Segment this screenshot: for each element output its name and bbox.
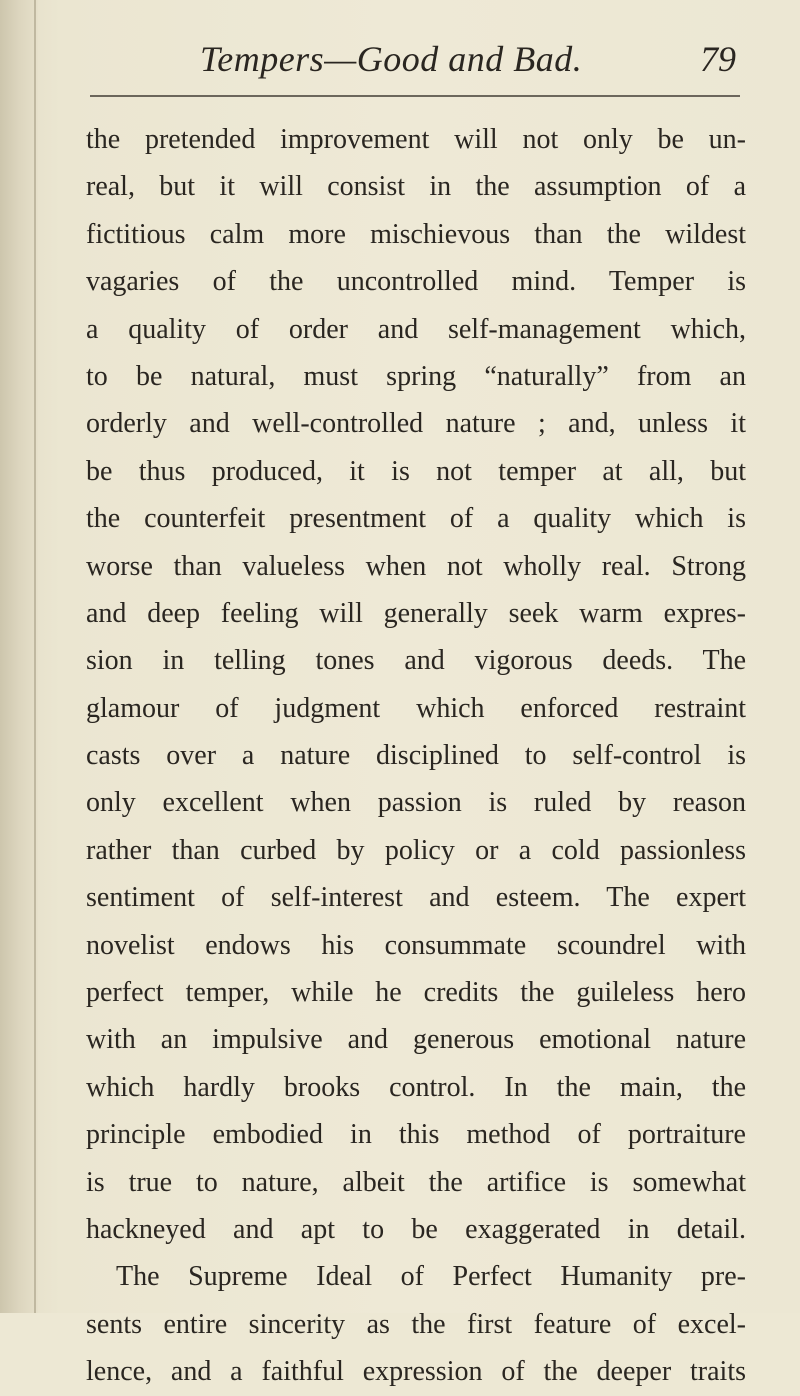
text-line: the pretended improvement will not only be un- <box>86 124 746 155</box>
text-line: and deep feeling will generally seek warm expres- <box>86 597 746 629</box>
text-line: vagaries of the uncontrolled mind. Temper is <box>86 266 746 298</box>
text-line: a quality of order and self-management which, <box>86 313 746 345</box>
text-line: to be natural, must spring “naturally” from an <box>86 360 746 392</box>
text-line: fictitious calm more mischievous than the wildest <box>86 218 746 250</box>
text-line: glamour of judgment which enforced restraint <box>86 692 746 724</box>
text-line: the counterfeit presentment of a quality which is <box>86 503 746 535</box>
text-line: be thus produced, it is not temper at all, but <box>86 455 746 487</box>
text-line: perfect temper, while he credits the guileless hero <box>86 977 746 1009</box>
text-line: sentiment of self-interest and esteem. The expert <box>86 882 746 914</box>
text-line: sion in telling tones and vigorous deeds. The <box>86 645 746 677</box>
paragraph-start-line: The Supreme Ideal of Perfect Humanity pre- <box>116 1261 746 1293</box>
text-line: novelist endows his consummate scoundrel with <box>86 929 746 961</box>
text-line: principle embodied in this method of portraiture <box>86 1119 746 1151</box>
binding-gutter <box>0 0 38 1313</box>
text-line: hackneyed and apt to be exaggerated in detail. <box>86 1213 746 1245</box>
text-line: real, but it will consist in the assumption of a <box>86 171 746 203</box>
text-line: lence, and a faithful expression of the deeper traits <box>86 1356 746 1388</box>
text-line: with an impulsive and generous emotional nature <box>86 1024 746 1056</box>
body-text <box>86 116 746 1396</box>
text-line: worse than valueless when not wholly real. Strong <box>86 550 746 582</box>
running-head <box>200 38 740 88</box>
text-line: which hardly brooks control. In the main, the <box>86 1071 746 1103</box>
page-number: 79 <box>700 39 736 79</box>
text-line: only excellent when passion is ruled by reason <box>86 787 746 819</box>
text-line: sents entire sincerity as the first feature of excel- <box>86 1308 746 1340</box>
text-line: orderly and well-controlled nature ; and, unless it <box>86 408 746 440</box>
text-line: casts over a nature disciplined to self-control is <box>86 740 746 772</box>
header-rule <box>90 95 740 97</box>
text-line: is true to nature, albeit the artifice is somewhat <box>86 1166 746 1198</box>
running-title: Tempers—Good and Bad. <box>200 39 583 79</box>
gutter-edge <box>34 0 36 1313</box>
text-line: rather than curbed by policy or a cold passionless <box>86 834 746 866</box>
